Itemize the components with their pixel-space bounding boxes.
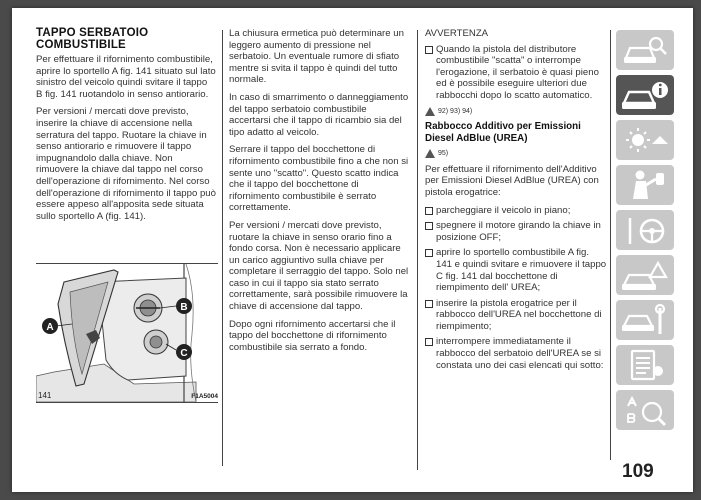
tab-car-breakdown[interactable] bbox=[616, 255, 674, 295]
page-number: 109 bbox=[622, 461, 654, 482]
chapter-tabs bbox=[612, 30, 676, 435]
column-left bbox=[36, 28, 216, 228]
fuel-door-illustration bbox=[36, 264, 218, 402]
figure-label-a: A bbox=[46, 322, 54, 333]
steering-wheel-icon bbox=[616, 210, 674, 250]
warning-refs: 95) bbox=[425, 148, 607, 160]
subsection-title: Rabbocco Additivo per Emissioni Diesel AdBlue (UREA) bbox=[425, 121, 581, 145]
paragraph: In caso di smarrimento o danneggiamento del tappo serbatoio combustibile accertarsi che il tappo di ricambio sia del tipo adatto al veicolo. bbox=[229, 91, 409, 138]
list-item: parcheggiare il veicolo in piano; bbox=[425, 205, 607, 217]
paragraph: Per effettuare il rifornimento dell'Additivo per Emissioni Diesel AdBlue (UREA) con pistola erogatrice: bbox=[425, 163, 599, 198]
car-search-icon bbox=[616, 30, 674, 70]
figure-label-c: C bbox=[180, 348, 188, 359]
column-divider bbox=[417, 30, 418, 470]
car-info-icon bbox=[616, 75, 674, 115]
list-item: aprire lo sportello combustibile A fig. 141 e quindi svitare e rimuovere il tappo C fig. 141 dal bocchettone di riempimento dell' UREA; bbox=[425, 247, 607, 293]
dashboard-lights-icon bbox=[616, 120, 674, 160]
person-safety-icon bbox=[616, 165, 674, 205]
column-middle bbox=[229, 28, 409, 359]
paragraph: Per versioni / mercati dove previsto, inserire la chiave di accensione nella serratura del tappo. Ruotare la chiave in senso antiorario e rimuovere il tappo impugnandolo dalla chiave. Non rimuovere la chiave dal tappo nel corso dell'operazione di rifornimento. Nel corso dell'operazione di rifornimento il tappo può essere appeso all'apposita sede situata sullo sportello A (fig. 141). bbox=[36, 106, 216, 222]
paragraph: Dopo ogni rifornimento accertarsi che il tappo del bocchettone di rifornimento combustibile sia serrato a fondo. bbox=[229, 318, 396, 353]
car-breakdown-icon bbox=[616, 255, 674, 295]
figure-number: 141 bbox=[38, 391, 52, 400]
tab-index-abc[interactable] bbox=[616, 390, 674, 430]
tab-car-info[interactable] bbox=[616, 75, 674, 115]
tab-person-safety[interactable] bbox=[616, 165, 674, 205]
figure-141 bbox=[36, 263, 218, 403]
checkbox-bullet-icon bbox=[425, 207, 433, 215]
list-item: inserire la pistola erogatrice per il rabbocco dell'UREA nel bocchettone di riempimento; bbox=[425, 298, 607, 333]
index-abc-icon bbox=[616, 390, 674, 430]
wrench-car-icon bbox=[616, 300, 674, 340]
warning-triangle-icon bbox=[425, 107, 435, 116]
manual-page bbox=[12, 8, 693, 492]
checkbox-bullet-icon bbox=[425, 222, 433, 230]
column-divider bbox=[222, 30, 223, 466]
figure-label-b: B bbox=[180, 302, 188, 313]
warning-item: Quando la pistola del distributore combustibile "scatta" o interrompe l'erogazione, il serbatoio è quasi pieno ed è possibile eseguire ulteriori due rabbocchi dopo lo scatto automatico. bbox=[425, 44, 607, 102]
column-divider bbox=[610, 30, 611, 460]
checkbox-bullet-icon bbox=[425, 338, 433, 346]
document-list-icon bbox=[616, 345, 674, 385]
tab-dashboard-lights[interactable] bbox=[616, 120, 674, 160]
paragraph: Per versioni / mercati dove previsto, ruotare la chiave in senso orario fino a fondo corsa. Non è necessario applicare un carico aggiuntivo sulla chiave per completare il serraggio del tappo. Solo nel caso in cui il tappo sia stato serrato correttamente, sarà possibile rimuovere la chiave di accensione dal tappo. bbox=[229, 219, 409, 313]
tab-document-list[interactable] bbox=[616, 345, 674, 385]
checkbox-bullet-icon bbox=[425, 46, 433, 54]
warning-title: AVVERTENZA bbox=[425, 28, 489, 39]
column-right bbox=[425, 28, 607, 375]
list-item: spegnere il motore girando la chiave in posizione OFF; bbox=[425, 220, 607, 243]
tab-steering-wheel[interactable] bbox=[616, 210, 674, 250]
warning-refs: 92) 93) 94) bbox=[425, 106, 607, 118]
paragraph: Per effettuare il rifornimento combustibile, aprire lo sportello A fig. 141 situato sul lato sinistro del veicolo quindi svitare il tappo B fig. 141 ruotandolo in senso antiorario. bbox=[36, 54, 216, 100]
checkbox-bullet-icon bbox=[425, 249, 433, 257]
paragraph: Serrare il tappo del bocchettone di rifornimento combustibile fino a che non si sente uno "scatto". Questo scatto indica che il tappo del bocchettone di rifornimento combustibile è serrato correttamente. bbox=[229, 144, 409, 214]
tab-wrench-car[interactable] bbox=[616, 300, 674, 340]
figure-code: F1A5004 bbox=[191, 393, 218, 400]
tab-car-search[interactable] bbox=[616, 30, 674, 70]
paragraph: La chiusura ermetica può determinare un leggero aumento di pressione nel serbatoio. Un eventuale rumore di sfiato mentre si svita il tappo è quindi del tutto normale. bbox=[229, 28, 404, 86]
checkbox-bullet-icon bbox=[425, 300, 433, 308]
warning-triangle-icon bbox=[425, 149, 435, 158]
section-title: TAPPO SERBATOIO COMBUSTIBILE bbox=[36, 27, 149, 51]
list-item: interrompere immediatamente il rabbocco del serbatoio dell'UREA se si constata uno dei casi elencati qui sotto: bbox=[425, 336, 607, 371]
